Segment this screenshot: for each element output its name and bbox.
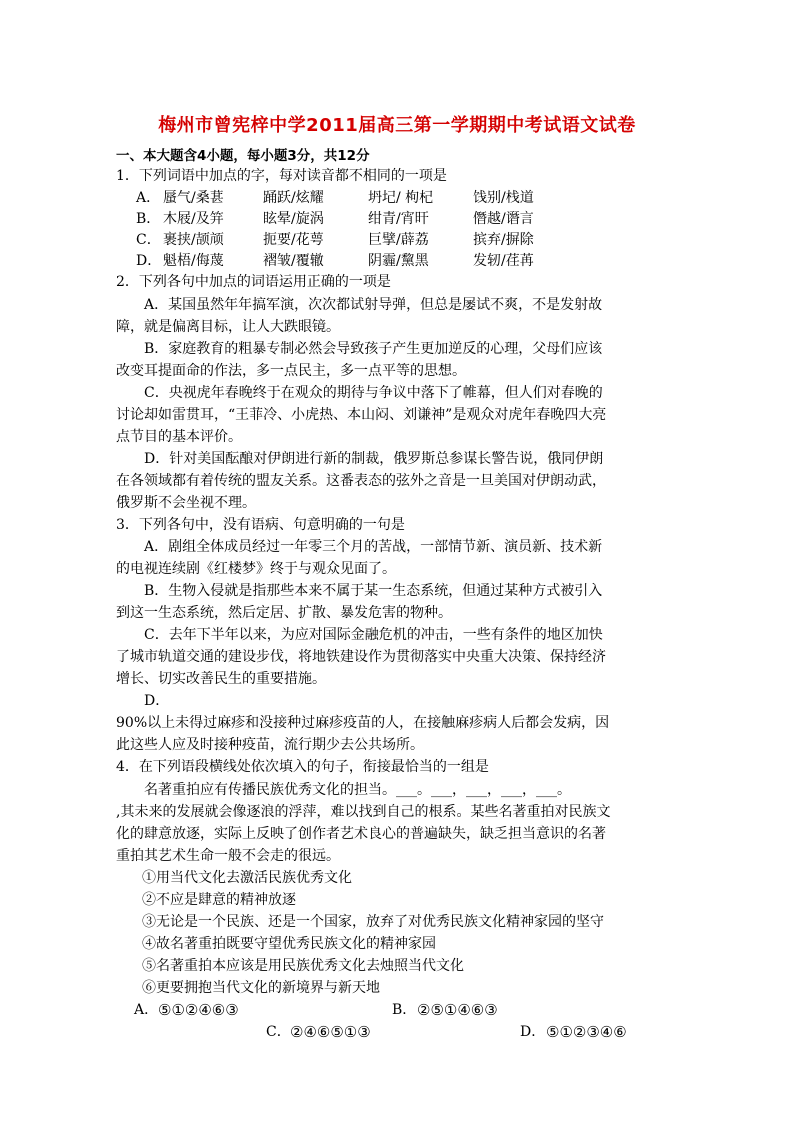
q4-option-label: C． — [266, 1024, 291, 1040]
q2-line: 改变耳提面命的作法，多一点民主，多一点平等的思想。 — [116, 363, 466, 379]
q1-stem: 1．下列词语中加点的字，每对读音都不相同的一项是 — [116, 168, 447, 184]
q2-line: D．针对美国酝酿对伊朗进行新的制裁，俄罗斯总参谋长警告说，俄同伊朗 — [144, 451, 604, 467]
q1-word-pair: 木屐/及笄 — [163, 211, 224, 227]
q2-line: 在各领域都有着传统的盟友关系。这番表态的弦外之音是一旦美国对伊朗动武， — [116, 473, 606, 489]
q2-line: B．家庭教育的粗暴专制必然会导致孩子产生更加逆反的心理，父母们应该 — [144, 341, 603, 357]
q4-sentence-item: ③无论是一个民族、还是一个国家，放弃了对优秀民族文化精神家园的坚守 — [142, 914, 604, 930]
q1-word-pair: 扼要/花萼 — [263, 232, 324, 248]
q1-word-pair: 摈弃/摒除 — [473, 232, 534, 248]
q4-sentence-item: ④故名著重拍既要守望优秀民族文化的精神家园 — [142, 936, 436, 952]
q4-passage-line: 化的肆意放逐，实际上反映了创作者艺术良心的普遍缺失，缺乏担当意识的名著 — [116, 826, 606, 842]
q1-word-pair: 裹挟/颉颃 — [163, 232, 224, 248]
q1-word-pair: 绀青/宵旰 — [368, 211, 429, 227]
q1-word-pair: 巨擘/薜荔 — [368, 232, 429, 248]
q1-word-pair: 饯别/栈道 — [473, 190, 534, 206]
q4-option-value: ②⑤①④⑥③ — [417, 1001, 498, 1019]
q4-passage-line: 名著重拍应有传播民族优秀文化的担当。___。___，___，___，___。 — [144, 782, 571, 798]
q1-word-pair: 踊跃/炫耀 — [263, 190, 324, 206]
q3-line: 此这些人应及时接种疫苗，流行期少去公共场所。 — [116, 737, 424, 753]
q2-line: 点节目的基本评价。 — [116, 429, 242, 445]
q4-option-label: D． — [520, 1024, 546, 1040]
q2-line: C．央视虎年春晚终于在观众的期待与争议中落下了帷幕，但人们对春晚的 — [144, 385, 603, 401]
q1-word-pair: 僭越/谮言 — [473, 211, 534, 227]
q1-option-label: A． — [136, 190, 161, 206]
q4-sentence-item: ①用当代文化去激活民族优秀文化 — [142, 870, 352, 886]
q1-word-pair: 坍圮/ 枸杞 — [368, 190, 434, 206]
q3-line: 到这一生态系统，然后定居、扩散、暴发危害的物种。 — [116, 605, 452, 621]
exam-title: 梅州市曾宪梓中学2011届高三第一学期期中考试语文试卷 — [158, 115, 636, 136]
q4-option-value: ⑤①②④⑥③ — [158, 1001, 239, 1019]
q1-word-pair: 阴霾/黧黑 — [368, 253, 429, 269]
q4-option-label: A． — [134, 1002, 159, 1018]
q3-line: B．生物入侵就是指那些本来不属于某一生态系统，但通过某种方式被引入 — [144, 583, 603, 599]
q4-option-label: B． — [392, 1002, 417, 1018]
q1-option-label: B． — [136, 211, 161, 227]
q3-line: D． — [144, 693, 170, 709]
q3-line: 的电视连续剧《红楼梦》终于与观众见面了。 — [116, 561, 396, 577]
q3-line: C．去年下半年以来，为应对国际金融危机的冲击，一些有条件的地区加快 — [144, 627, 603, 643]
q2-line: A．某国虽然年年搞军演，次次都试射导弹，但总是屡试不爽，不是发射故 — [144, 297, 603, 313]
q4-sentence-item: ⑥更要拥抱当代文化的新境界与新天地 — [142, 980, 380, 996]
q3-stem: 3．下列各句中，没有语病、句意明确的一句是 — [116, 517, 405, 533]
q4-sentence-item: ⑤名著重拍本应该是用民族优秀文化去烛照当代文化 — [142, 958, 464, 974]
q4-stem: 4．在下列语段横线处依次填入的句子，衔接最恰当的一组是 — [116, 759, 489, 775]
q3-line: 了城市轨道交通的建设步伐，将地铁建设作为贯彻落实中央重大决策、保持经济 — [116, 649, 606, 665]
q1-word-pair: 蜃气/桑葚 — [163, 190, 224, 206]
q4-passage-line: ,其未来的发展就会像逐浪的浮萍，难以找到自己的根系。某些名著重拍对民族文 — [116, 804, 611, 820]
q4-option-value: ②④⑥⑤①③ — [290, 1023, 371, 1041]
q3-line: 90%以上未得过麻疹和没接种过麻疹疫苗的人，在接触麻疹病人后都会发病，因 — [116, 715, 610, 731]
q4-passage-line: 重拍其艺术生命一般不会走的很远。 — [116, 848, 340, 864]
q1-option-label: C． — [136, 232, 161, 248]
section-heading: 一、本大题含4小题，每小题3分，共12分 — [116, 148, 370, 164]
q1-word-pair: 褶皱/覆辙 — [263, 253, 324, 269]
q3-line: A．剧组全体成员经过一年零三个月的苦战，一部情节新、演员新、技术新 — [144, 539, 603, 555]
q2-line: 障，就是偏离目标，让人大跌眼镜。 — [116, 319, 340, 335]
q3-line: 增长、切实改善民生的重要措施。 — [116, 671, 326, 687]
q1-word-pair: 发轫/荏苒 — [473, 253, 534, 269]
q2-line: 讨论却如雷贯耳，“王菲冷、小虎热、本山闷、刘谦神”是观众对虎年春晚四大亮 — [116, 407, 607, 423]
q4-sentence-item: ②不应是肆意的精神放逐 — [142, 892, 296, 908]
q1-word-pair: 眩晕/旋涡 — [263, 211, 324, 227]
q2-line: 俄罗斯不会坐视不理。 — [116, 495, 256, 511]
q1-word-pair: 魁梧/侮蔑 — [163, 253, 224, 269]
q4-option-value: ⑤①②③④⑥ — [546, 1023, 627, 1041]
q1-option-label: D． — [136, 253, 162, 269]
q2-stem: 2．下列各句中加点的词语运用正确的一项是 — [116, 274, 391, 290]
